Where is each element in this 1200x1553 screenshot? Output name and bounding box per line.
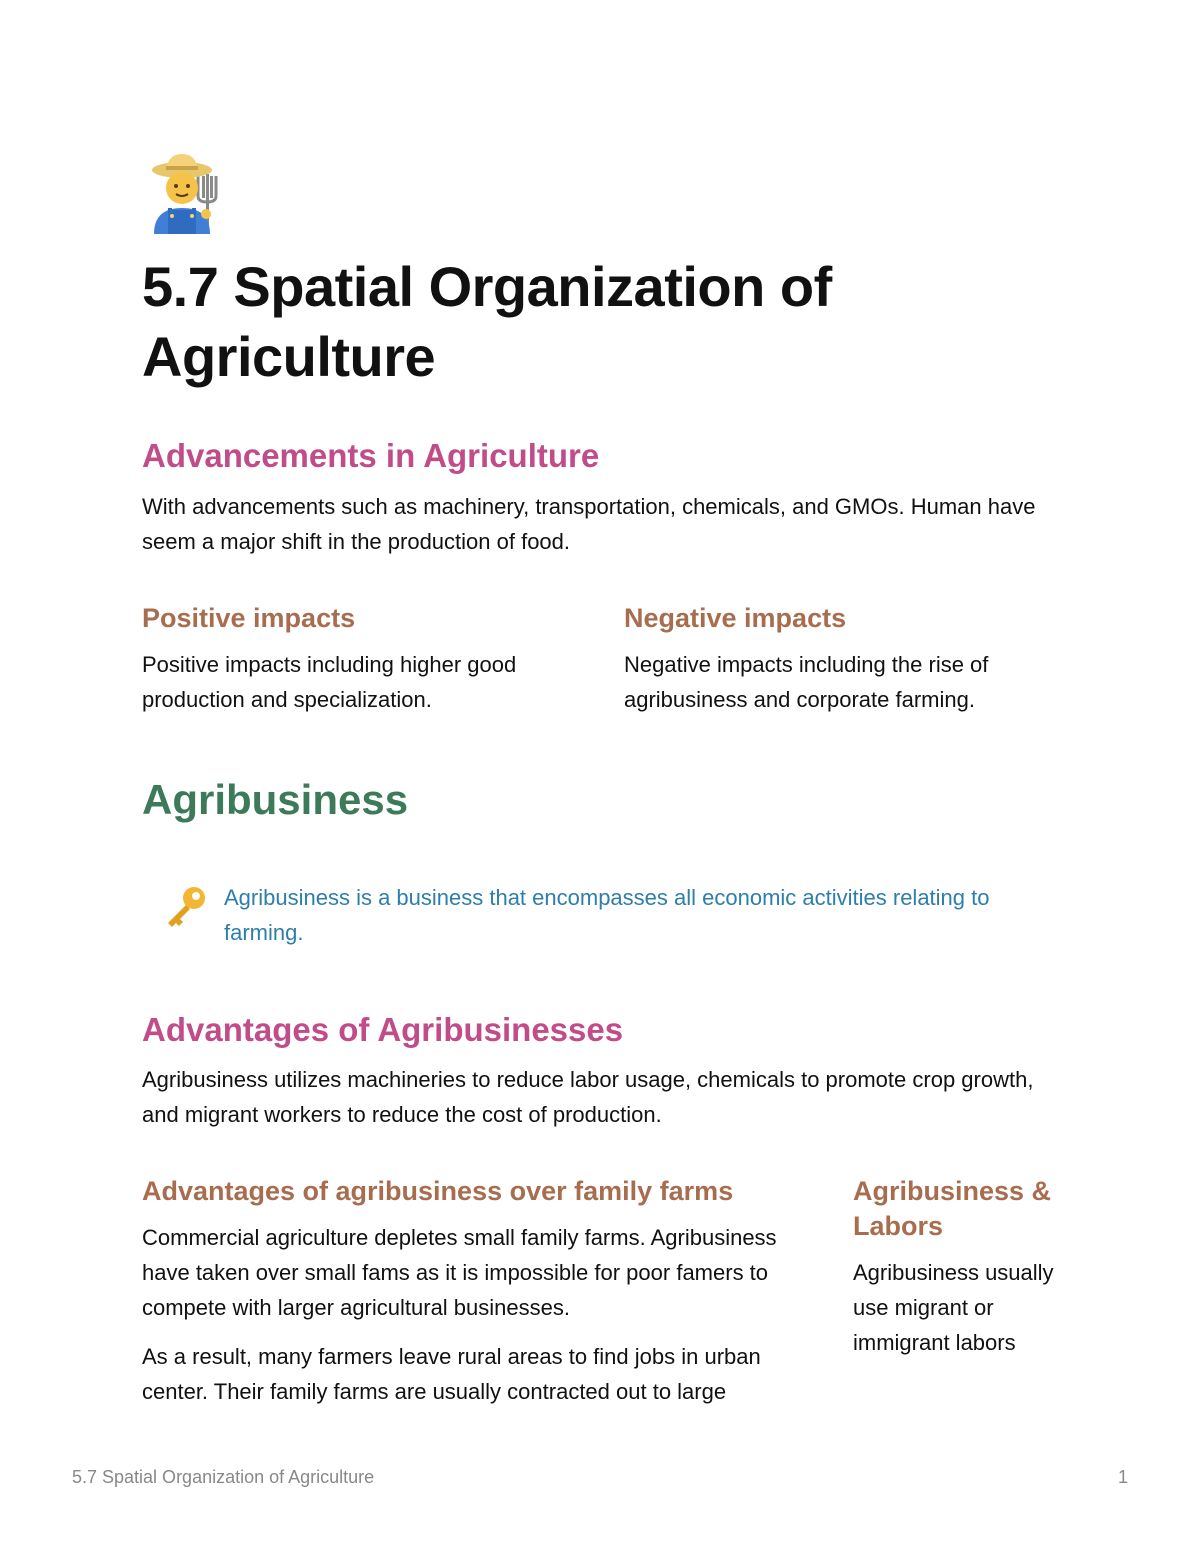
agribusiness-definition-callout: Agribusiness is a business that encompasses all economic activities relating to farming. (224, 885, 990, 945)
advancements-paragraph: With advancements such as machinery, transportation, chemicals, and GMOs. Human have seem a major shift in the production of food. (142, 494, 1036, 554)
footer-page-number: 1 (1117, 1467, 1128, 1487)
advantages-over-family-farms-heading: Advantages of agribusiness over family farms (142, 1176, 734, 1206)
farmer-emoji-icon (142, 152, 226, 236)
advancements-heading: Advancements in Agriculture (142, 437, 600, 474)
negative-impacts-heading: Negative impacts (624, 603, 847, 633)
negative-impacts-paragraph: Negative impacts including the rise of agribusiness and corporate farming. (624, 652, 989, 712)
agribusiness-labors-heading: Agribusiness & Labors (853, 1176, 1052, 1241)
agribusiness-labors-paragraph: Agribusiness usually use migrant or immigrant labors (853, 1260, 1054, 1355)
page-title: 5.7 Spatial Organization of Agriculture (142, 255, 832, 388)
positive-impacts-paragraph: Positive impacts including higher good production and specialization. (142, 652, 517, 712)
footer-title: 5.7 Spatial Organization of Agriculture (72, 1467, 375, 1487)
family-farms-paragraph-2: As a result, many farmers leave rural areas to find jobs in urban center. Their family farms are usually contracted out to large (142, 1344, 761, 1404)
positive-impacts-heading: Positive impacts (142, 603, 356, 633)
advantages-heading: Advantages of Agribusinesses (142, 1011, 624, 1048)
advantages-paragraph: Agribusiness utilizes machineries to reduce labor usage, chemicals to promote crop growth, and migrant workers to reduce the cost of production. (142, 1067, 1034, 1127)
family-farms-paragraph-1: Commercial agriculture depletes small family farms. Agribusiness have taken over small fams as it is impossible for poor famers to compete with larger agricultural businesses. (142, 1225, 777, 1320)
agribusiness-heading: Agribusiness (142, 776, 409, 823)
key-icon (162, 884, 210, 932)
